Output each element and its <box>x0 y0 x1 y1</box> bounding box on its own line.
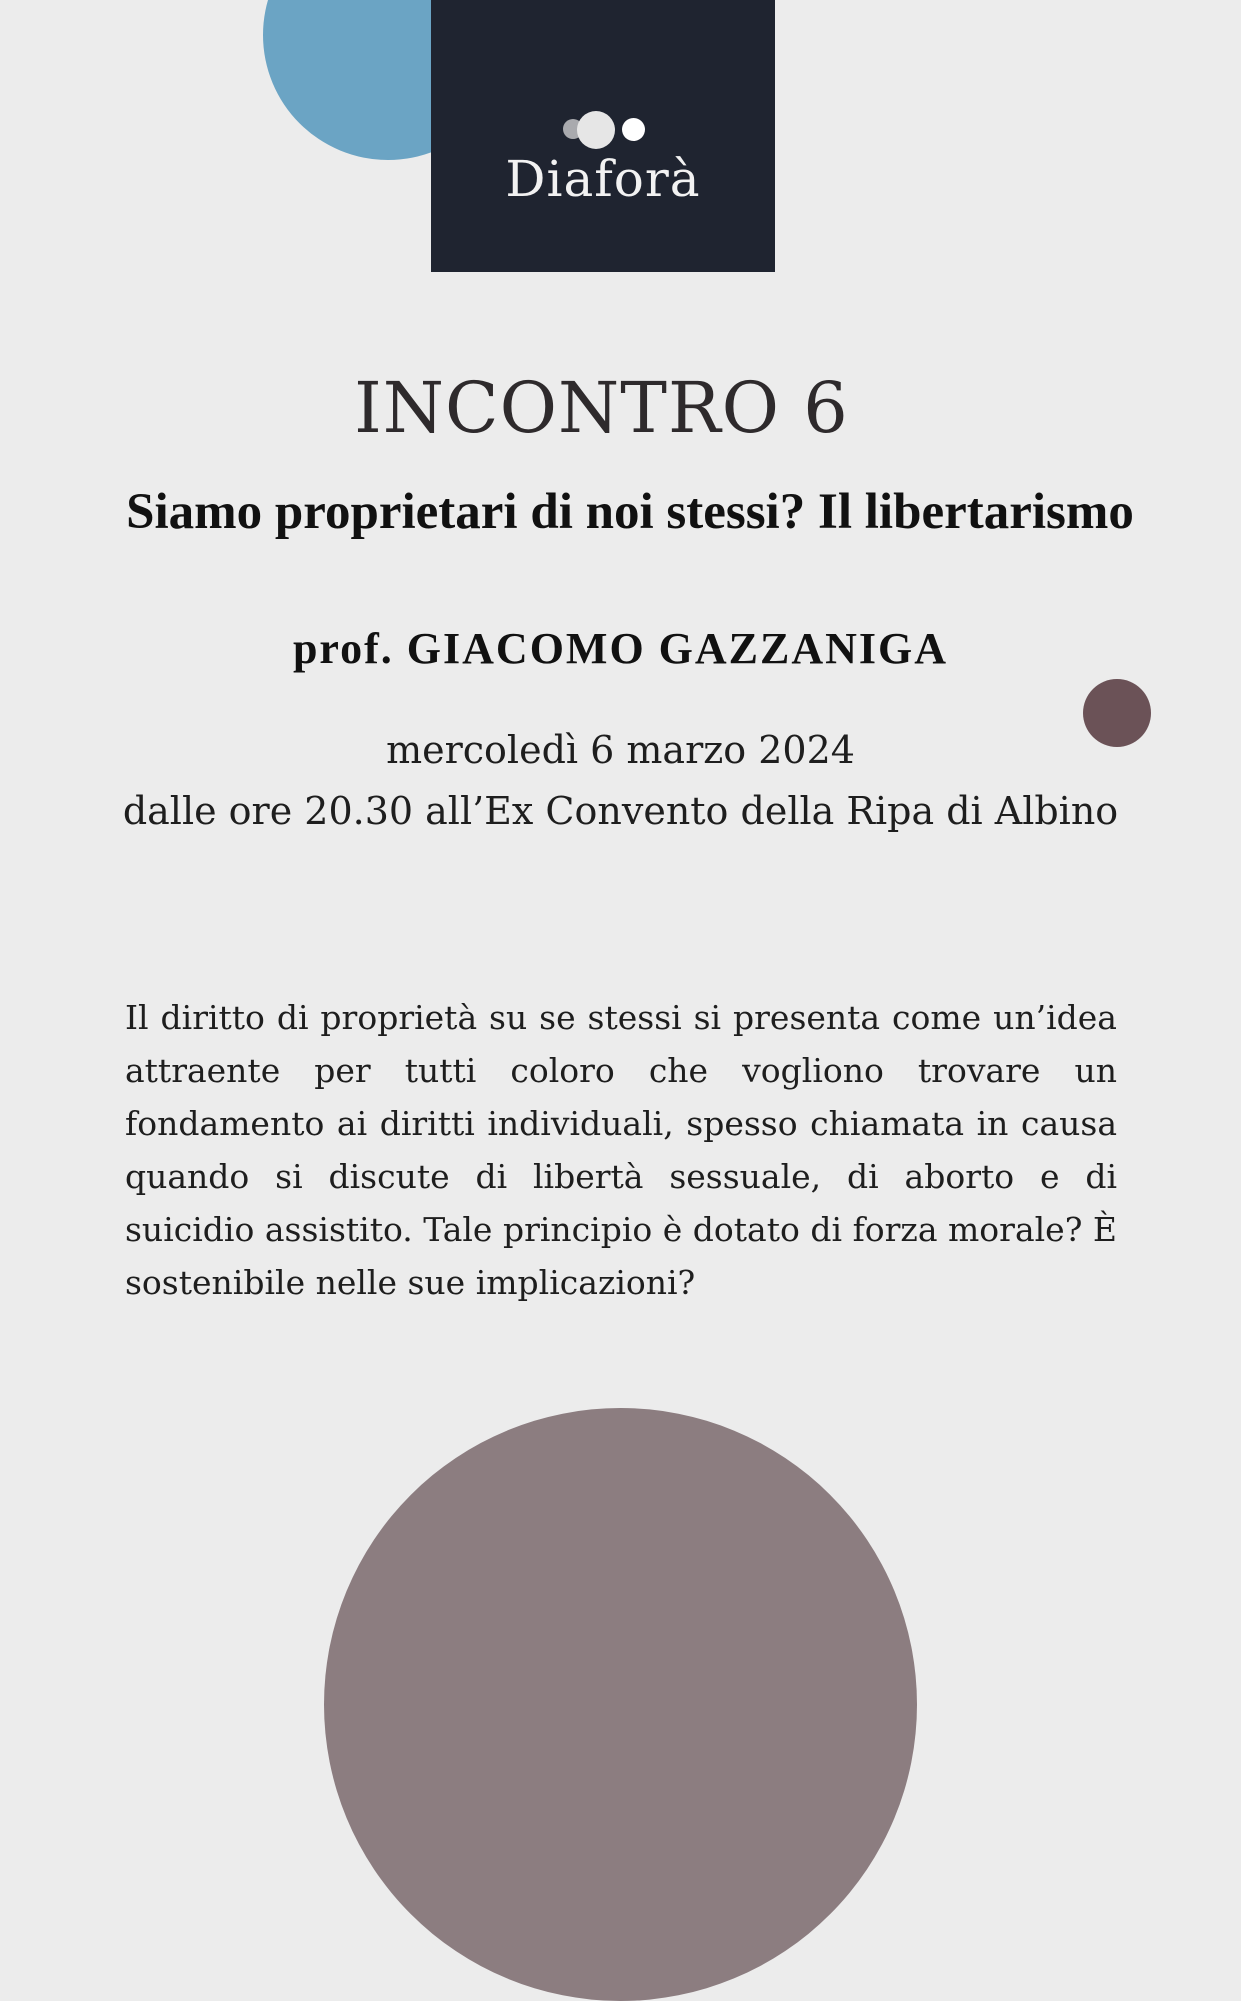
event-description: Il diritto di proprietà su se stessi si presenta come un’idea attraente per tutti coloro che vogliono trovare un fondamento ai diritti individuali, spesso chiamata in causa quando si discute di libertà sessuale, di aborto e di suicidio assistito. Tale principio è dotato di forza morale? È sostenibile nelle sue implicazioni? <box>125 998 1117 1302</box>
event-date: mercoledì 6 marzo 2024 <box>386 728 855 772</box>
event-title: INCONTRO 6 <box>354 366 849 449</box>
event-subtitle: Siamo proprietari di noi stessi? Il libertarismo <box>126 484 1134 540</box>
logo-dot-center <box>577 111 615 149</box>
event-speaker: prof. GIACOMO GAZZANIGA <box>292 624 949 673</box>
logo-dot-right <box>622 118 645 141</box>
brand-logo-text: Diaforà <box>505 150 701 208</box>
decorative-large-circle <box>324 1408 917 2001</box>
logo-dots-icon <box>560 110 650 152</box>
event-venue: dalle ore 20.30 all’Ex Convento della Ripa di Albino <box>122 789 1119 833</box>
